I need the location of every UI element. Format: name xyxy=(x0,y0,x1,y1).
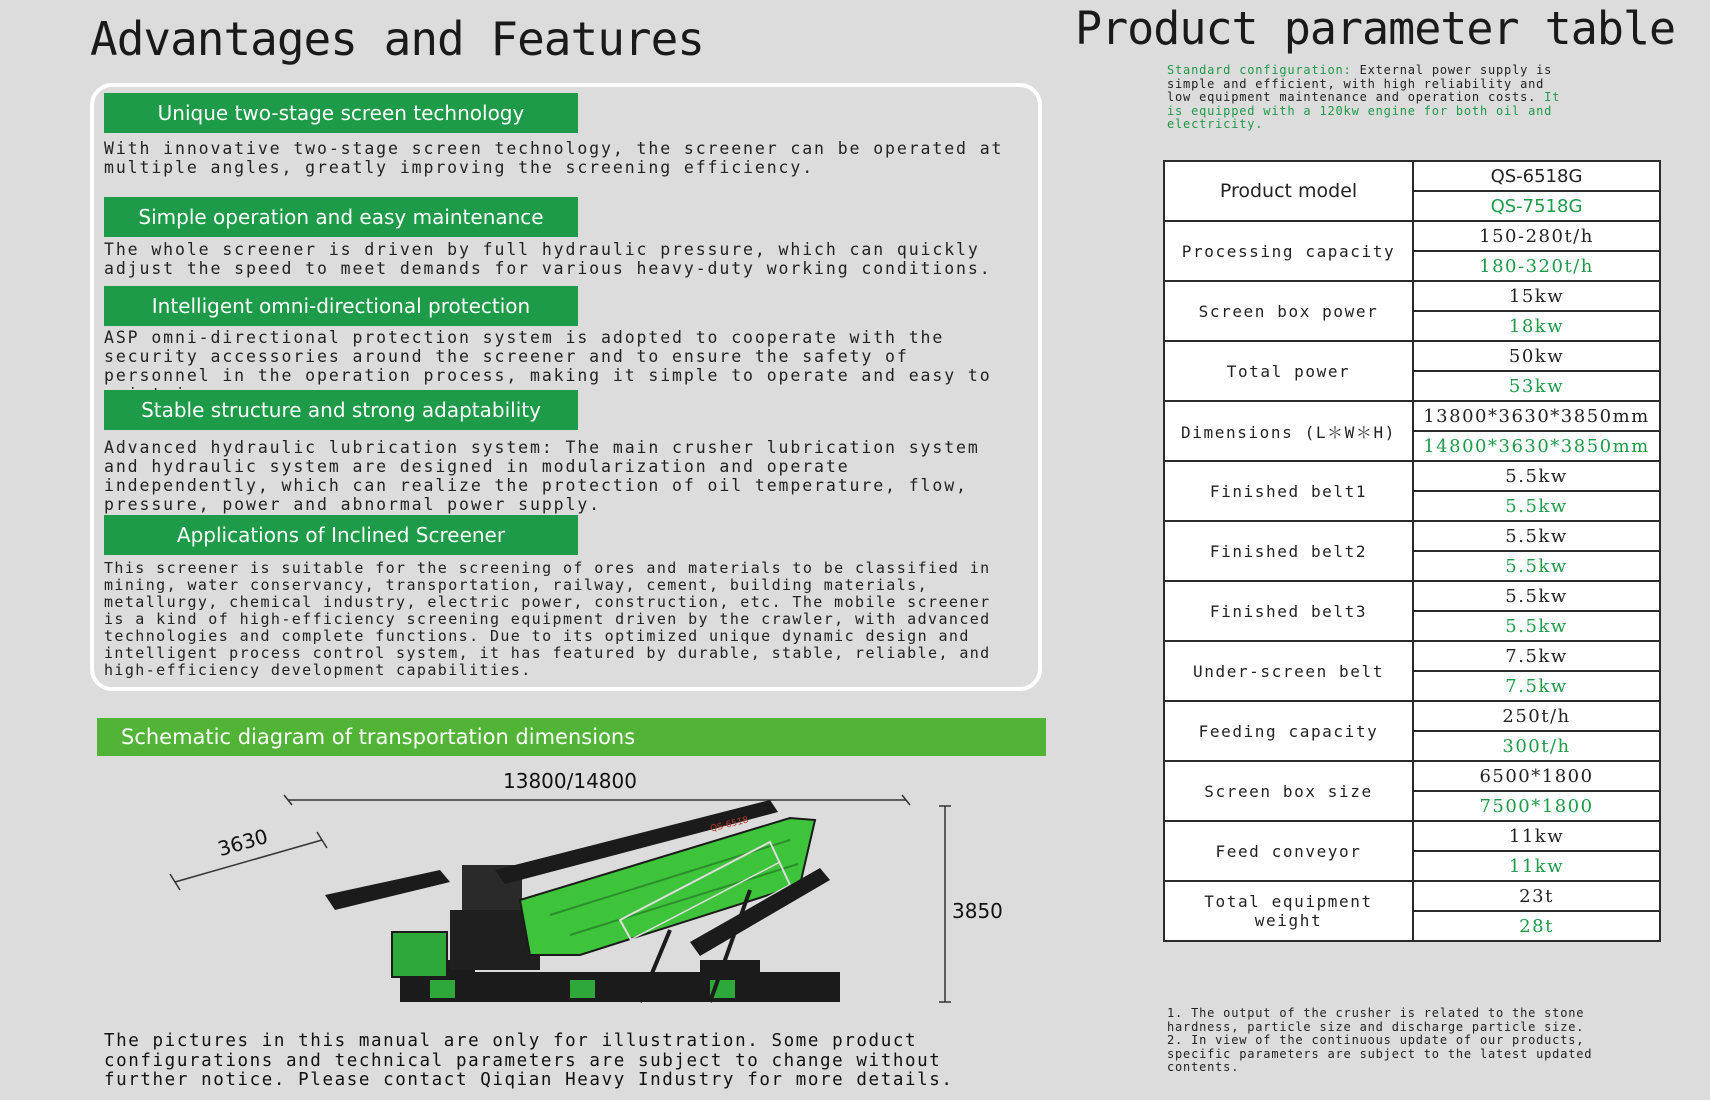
param-value-qs6518g: 250t/h xyxy=(1413,701,1660,731)
param-label: Dimensions (L＊W＊H) xyxy=(1164,401,1413,461)
param-value-qs7518g: 14800*3630*3850mm xyxy=(1413,431,1660,461)
param-value-qs7518g: 300t/h xyxy=(1413,731,1660,761)
param-label: Processing capacity xyxy=(1164,221,1413,281)
illustration-disclaimer: The pictures in this manual are only for illustration. Some product configurations and technical parameters are subject to change without further notice. Please contact Qiqian Heavy Industry for more details. xyxy=(104,1031,954,1090)
param-label: Under-screen belt xyxy=(1164,641,1413,701)
param-value-qs7518g: 53kw xyxy=(1413,371,1660,401)
table-row xyxy=(1164,341,1660,371)
param-label: Finished belt3 xyxy=(1164,581,1413,641)
param-label: Feed conveyor xyxy=(1164,821,1413,881)
param-label: Product model xyxy=(1164,161,1413,221)
param-value-qs7518g: 7500*1800 xyxy=(1413,791,1660,821)
standard-configuration-label: Standard configuration: xyxy=(1167,63,1352,77)
param-label: Finished belt2 xyxy=(1164,521,1413,581)
width-dimension-label: 3630 xyxy=(215,823,271,862)
schematic-diagram xyxy=(150,770,1030,1030)
param-value-qs6518g: 23t xyxy=(1413,881,1660,911)
table-row xyxy=(1164,521,1660,551)
standard-configuration-engine: It is equipped with a 120kw engine for both oil and electricity. xyxy=(1167,90,1561,131)
feature-text-1: With innovative two-stage screen technology, the screener can be operated at multiple angles, greatly improving the screening efficiency. xyxy=(104,139,1004,177)
param-value-qs6518g: 7.5kw xyxy=(1413,641,1660,671)
param-value-qs6518g: 5.5kw xyxy=(1413,461,1660,491)
feature-text-3: ASP omni-directional protection system is adopted to cooperate with the security accessories around the screener and to ensure the safety of personnel in the operation process, making it simple to operate and easy to xyxy=(104,328,992,385)
param-value-qs6518g: 150-280t/h xyxy=(1413,221,1660,251)
param-value-qs6518g: 11kw xyxy=(1413,821,1660,851)
feature-text-4: Advanced hydraulic lubrication system: The main crusher lubrication system and hydraulic system are designed in modularization and operate independently, which can realize the protection of oil temperature, flow, pressure, power and abnormal power supply. xyxy=(104,438,980,514)
param-value-qs6518g: 6500*1800 xyxy=(1413,761,1660,791)
table-row xyxy=(1164,161,1660,191)
param-value-qs7518g: QS-7518G xyxy=(1413,191,1660,221)
param-value-qs6518g: 15kw xyxy=(1413,281,1660,311)
param-value-qs7518g: 5.5kw xyxy=(1413,491,1660,521)
table-row xyxy=(1164,581,1660,611)
param-value-qs6518g: 50kw xyxy=(1413,341,1660,371)
param-value-qs6518g: 5.5kw xyxy=(1413,581,1660,611)
mobile-screener-illustration xyxy=(325,800,840,1002)
parameter-table xyxy=(1163,160,1661,942)
advantages-title: Advantages and Features xyxy=(90,12,704,66)
param-value-qs7518g: 18kw xyxy=(1413,311,1660,341)
param-value-qs6518g: 13800*3630*3850mm xyxy=(1413,401,1660,431)
feature-heading-2: Simple operation and easy maintenance xyxy=(104,197,578,237)
standard-configuration-note xyxy=(1167,64,1567,132)
table-row xyxy=(1164,281,1660,311)
param-value-qs6518g: 5.5kw xyxy=(1413,521,1660,551)
param-label: Total power xyxy=(1164,341,1413,401)
feature-heading-3: Intelligent omni-directional protection xyxy=(104,286,578,326)
note-1: 1. The output of the crusher is related to the stone hardness, particle size and discharge particle size. xyxy=(1167,1006,1585,1034)
table-row xyxy=(1164,641,1660,671)
param-value-qs7518g: 180-320t/h xyxy=(1413,251,1660,281)
schematic-title-bar: Schematic diagram of transportation dimensions xyxy=(97,718,1046,756)
feature-heading-5: Applications of Inclined Screener xyxy=(104,515,578,555)
param-label: Screen box power xyxy=(1164,281,1413,341)
table-row xyxy=(1164,761,1660,791)
param-value-qs6518g: QS-6518G xyxy=(1413,161,1660,191)
feature-text-2: The whole screener is driven by full hydraulic pressure, which can quickly adjust the speed to meet demands for various heavy-duty working conditions. xyxy=(104,240,992,278)
param-label: Total equipment weight xyxy=(1164,881,1413,941)
param-label: Screen box size xyxy=(1164,761,1413,821)
table-row xyxy=(1164,401,1660,431)
table-row xyxy=(1164,461,1660,491)
machine-model-label: QS-6518 xyxy=(709,815,750,835)
height-dimension-label: 3850 xyxy=(952,899,1003,923)
param-label: Finished belt1 xyxy=(1164,461,1413,521)
param-value-qs7518g: 5.5kw xyxy=(1413,551,1660,581)
table-row xyxy=(1164,821,1660,851)
table-row xyxy=(1164,221,1660,251)
length-dimension-label: 13800/14800 xyxy=(503,769,637,793)
table-row xyxy=(1164,881,1660,911)
table-notes xyxy=(1167,1007,1647,1075)
param-value-qs7518g: 5.5kw xyxy=(1413,611,1660,641)
parameter-table-title: Product parameter table xyxy=(1075,2,1676,55)
feature-heading-4: Stable structure and strong adaptability xyxy=(104,390,578,430)
table-row xyxy=(1164,701,1660,731)
standard-configuration-text: External power supply is simple and efficient, with high reliability and low equipment maintenance and operation costs. xyxy=(1167,63,1553,104)
note-2: 2. In view of the continuous update of our products, specific parameters are subject to the latest updated contents. xyxy=(1167,1033,1593,1074)
param-value-qs7518g: 11kw xyxy=(1413,851,1660,881)
param-value-qs7518g: 28t xyxy=(1413,911,1660,941)
feature-text-5: This screener is suitable for the screening of ores and materials to be classified in mining, water conservancy, transportation, railway, cement, building materials, metallurgy, chemical industry, electric power, construction, etc. The mobile screener is a kind of high-efficiency screening equipment driven by the crawler, with advanced technologies and complete functions. Due to its optimized unique dynamic design and intelligent process control system, it has featured by durable, stable, reliable, and high-efficiency development capabilities. xyxy=(104,559,991,679)
param-label: Feeding capacity xyxy=(1164,701,1413,761)
feature-heading-1: Unique two-stage screen technology xyxy=(104,93,578,133)
param-value-qs7518g: 7.5kw xyxy=(1413,671,1660,701)
